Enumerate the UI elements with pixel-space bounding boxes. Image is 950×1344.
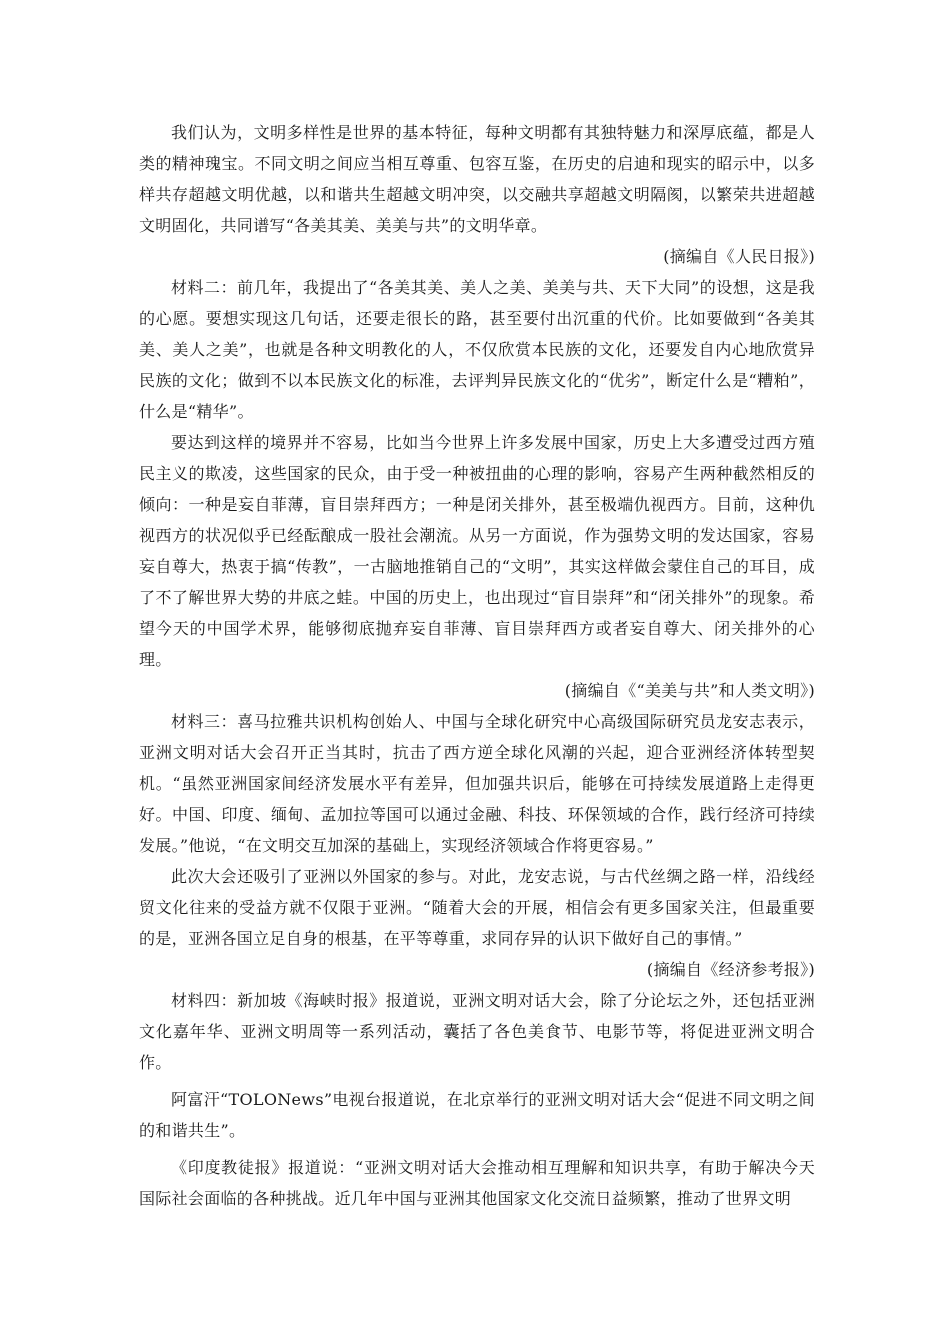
paragraph-material-four-india: 《印度教徒报》报道说：“亚洲文明对话大会推动相互理解和知识共享，有助于解决今天国际社会面临的各种挑战。近几年中国与亚洲其他国家文化交流日益频繁，推动了世界文明 [139, 1158, 815, 1208]
source-citation: (摘编自《经济参考报》) [646, 960, 815, 979]
paragraph-material-two-continued: 要达到这样的境界并不容易，比如当今世界上许多发展中国家，历史上大多遭受过西方殖民主义的欺凌，这些国家的民众，由于受一种被扭曲的心理的影响，容易产生两种截然相反的倾向：一种是妄自菲薄，盲目崇拜西方；一种是闭关排外，甚至极端仇视西方。目前，这种仇视西方的状况似乎已经酝酿成一股社会潮流。从另一方面说，作为强势文明的发达国家，容易妄自尊大，热衷于搞“传教”，一古脑地推销自己的“文明”，其实这样做会蒙住自己的耳目，成了不了解世界大势的井底之蛙。中国的历史上，也出现过“盲目崇拜”和“闭关排外”的现象。希望今天的中国学术界，能够彻底抛弃妄自菲薄、盲目崇拜西方或者妄自尊大、闭关排外的心理。 [139, 433, 815, 669]
paragraph-material-three-continued: 此次大会还吸引了亚洲以外国家的参与。对此，龙安志说，与古代丝绸之路一样，沿线经贸文化往来的受益方就不仅限于亚洲。“随着大会的开展，相信会有更多国家关注，但最重要的是，亚洲各国立足自身的根基，在平等尊重，求同存异的认识下做好自己的事情。” [139, 867, 815, 948]
paragraph-material-two: 材料二：前几年，我提出了“各美其美、美人之美、美美与共、天下大同”的设想，这是我的心愿。要想实现这几句话，还要走很长的路，甚至要付出沉重的代价。比如要做到“各美其美、美人之美”，也就是各种文明教化的人，不仅欣赏本民族的文化，还要发自内心地欣赏异民族的文化；做到不以本民族文化的标准，去评判异民族文化的“优劣”，断定什么是“糟粕”，什么是“精华”。 [139, 278, 815, 421]
paragraph-material-three: 材料三：喜马拉雅共识机构创始人、中国与全球化研究中心高级国际研究员龙安志表示，亚洲文明对话大会召开正当其时，抗击了西方逆全球化风潮的兴起，迎合亚洲经济体转型契机。“虽然亚洲国家间经济发展水平有差异，但加强共识后，能够在可持续发展道路上走得更好。中国、印度、缅甸、孟加拉等国可以通过金融、科技、环保领域的合作，践行经济可持续发展。”他说，“在文明交互加深的基础上，实现经济领域合作将更容易。” [139, 712, 815, 855]
paragraph-material-four-afghan: 阿富汗“TOLONews”电视台报道说，在北京举行的亚洲文明对话大会“促进不同文明之间的和谐共生”。 [139, 1090, 815, 1140]
source-citation: (摘编自《“美美与共”和人类文明》) [564, 681, 815, 700]
document-page [139, 117, 815, 1214]
paragraph-material-one-end: 我们认为，文明多样性是世界的基本特征，每种文明都有其独特魅力和深厚底蕴，都是人类的精神瑰宝。不同文明之间应当相互尊重、包容互鉴，在历史的启迪和现实的昭示中，以多样共存超越文明优越，以和谐共生超越文明冲突，以交融共享超越文明隔阂，以繁荣共进超越文明固化，共同谱写“各美其美、美美与共”的文明华章。 [139, 123, 815, 235]
paragraph-material-four: 材料四：新加坡《海峡时报》报道说，亚洲文明对话大会，除了分论坛之外，还包括亚洲文化嘉年华、亚洲文明周等一系列活动，囊括了各色美食节、电影节等，将促进亚洲文明合作。 [139, 991, 815, 1072]
source-citation: (摘编自《人民日报》) [663, 247, 815, 266]
